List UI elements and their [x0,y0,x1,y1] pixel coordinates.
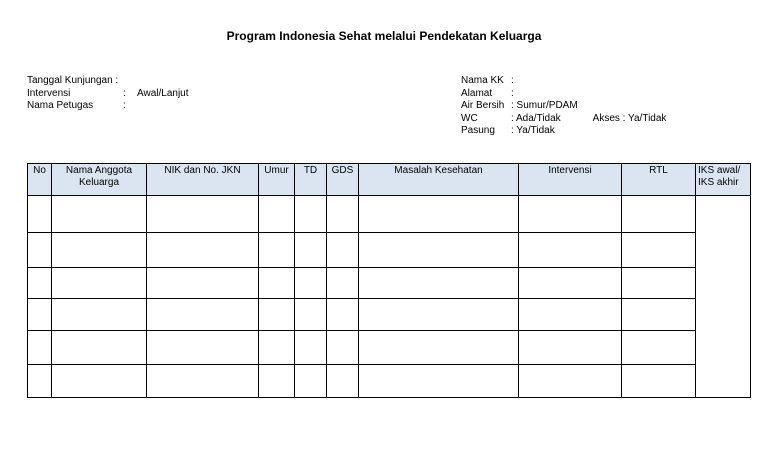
header-nik-jkn: NIK dan No. JKN [147,164,259,196]
table-row [28,268,751,299]
table-cell[interactable] [519,233,622,268]
table-cell[interactable] [147,268,259,299]
clean-water-label: Air Bersih [461,100,505,111]
table-cell[interactable] [259,365,295,398]
header-member-name: Nama Anggota Keluarga [52,164,147,196]
address-value: : [511,87,514,99]
address-label: Alamat [461,87,493,99]
table-cell[interactable] [519,365,622,398]
header-intervention: Intervensi [519,164,622,196]
table-row [28,196,751,233]
table-cell[interactable] [52,365,147,398]
table-row [28,365,751,398]
visit-info-left [27,75,189,113]
table-cell[interactable] [327,196,359,233]
table-cell[interactable] [259,233,295,268]
table-cell[interactable] [359,233,519,268]
table-cell[interactable] [52,233,147,268]
table-row [28,331,751,365]
table-cell[interactable] [519,196,622,233]
table-cell[interactable] [622,233,696,268]
table-cell[interactable] [359,331,519,365]
table-cell[interactable] [295,233,327,268]
table-cell[interactable] [52,196,147,233]
table-cell[interactable] [359,196,519,233]
table-cell[interactable] [327,268,359,299]
table-cell[interactable] [327,331,359,365]
table-cell[interactable] [28,196,52,233]
table-cell[interactable] [622,299,696,331]
table-cell[interactable] [295,196,327,233]
table-cell[interactable] [295,299,327,331]
address-row [461,88,666,101]
family-head-row [461,75,666,88]
table-cell[interactable] [295,268,327,299]
family-head-label: Nama KK [461,75,504,86]
visit-date-label: Tanggal Kunjungan : [27,75,119,86]
header-gds: GDS [327,164,359,196]
wc-value: : Ada/Tidak [511,112,561,124]
intervention-value: Awal/Lanjut [137,87,189,99]
table-cell[interactable] [259,331,295,365]
table-cell[interactable] [622,331,696,365]
table-cell[interactable] [28,365,52,398]
wc-label: WC [461,112,478,124]
pasung-row [461,125,666,138]
table-cell[interactable] [295,365,327,398]
intervention-colon: : [123,87,126,99]
officer-colon: : [123,100,126,111]
table-cell[interactable] [259,299,295,331]
header-td: TD [295,164,327,196]
pasung-value: : Ya/Tidak [511,125,555,136]
table-cell[interactable] [52,299,147,331]
officer-row [27,100,189,113]
table-cell[interactable] [622,196,696,233]
table-cell[interactable] [147,331,259,365]
table-row [28,299,751,331]
intervention-row [27,88,189,101]
family-head-value: : [511,75,514,86]
officer-label: Nama Petugas [27,100,94,111]
header-rtl: RTL [622,164,696,196]
table-cell[interactable] [52,331,147,365]
table-cell[interactable] [519,331,622,365]
table-header-row [28,164,751,196]
table-cell[interactable] [519,268,622,299]
table-cell[interactable] [28,268,52,299]
table-body [28,196,751,398]
table-cell[interactable] [147,233,259,268]
table-cell[interactable] [622,268,696,299]
pasung-label: Pasung [461,125,495,136]
access-value: Akses : Ya/Tidak [592,112,667,124]
header-health-problem: Masalah Kesehatan [359,164,519,196]
form-title: Program Indonesia Sehat melalui Pendekatan Keluarga [226,29,542,43]
table-cell[interactable] [359,365,519,398]
clean-water-value: : Sumur/PDAM [511,100,578,111]
table-cell[interactable] [519,299,622,331]
wc-row [461,113,666,126]
family-members-table [27,163,751,398]
table-cell[interactable] [28,233,52,268]
table-cell[interactable] [147,299,259,331]
table-row [28,233,751,268]
table-cell[interactable] [147,365,259,398]
table-cell[interactable] [259,268,295,299]
table-cell[interactable] [622,365,696,398]
visit-date-row [27,75,189,88]
table-cell[interactable] [147,196,259,233]
intervention-label: Intervensi [27,87,71,99]
header-iks: IKS awal/ IKS akhir [696,164,751,196]
clean-water-row [461,100,666,113]
table-cell[interactable] [295,331,327,365]
table-cell[interactable] [327,365,359,398]
table-cell[interactable] [327,299,359,331]
table-cell[interactable] [28,299,52,331]
table-cell[interactable] [327,233,359,268]
table-cell[interactable] [259,196,295,233]
family-info-right [461,75,666,138]
iks-cell[interactable] [696,196,751,398]
header-no: No [28,164,52,196]
table-cell[interactable] [52,268,147,299]
table-cell[interactable] [359,268,519,299]
header-age: Umur [259,164,295,196]
table-cell[interactable] [28,331,52,365]
table-cell[interactable] [359,299,519,331]
